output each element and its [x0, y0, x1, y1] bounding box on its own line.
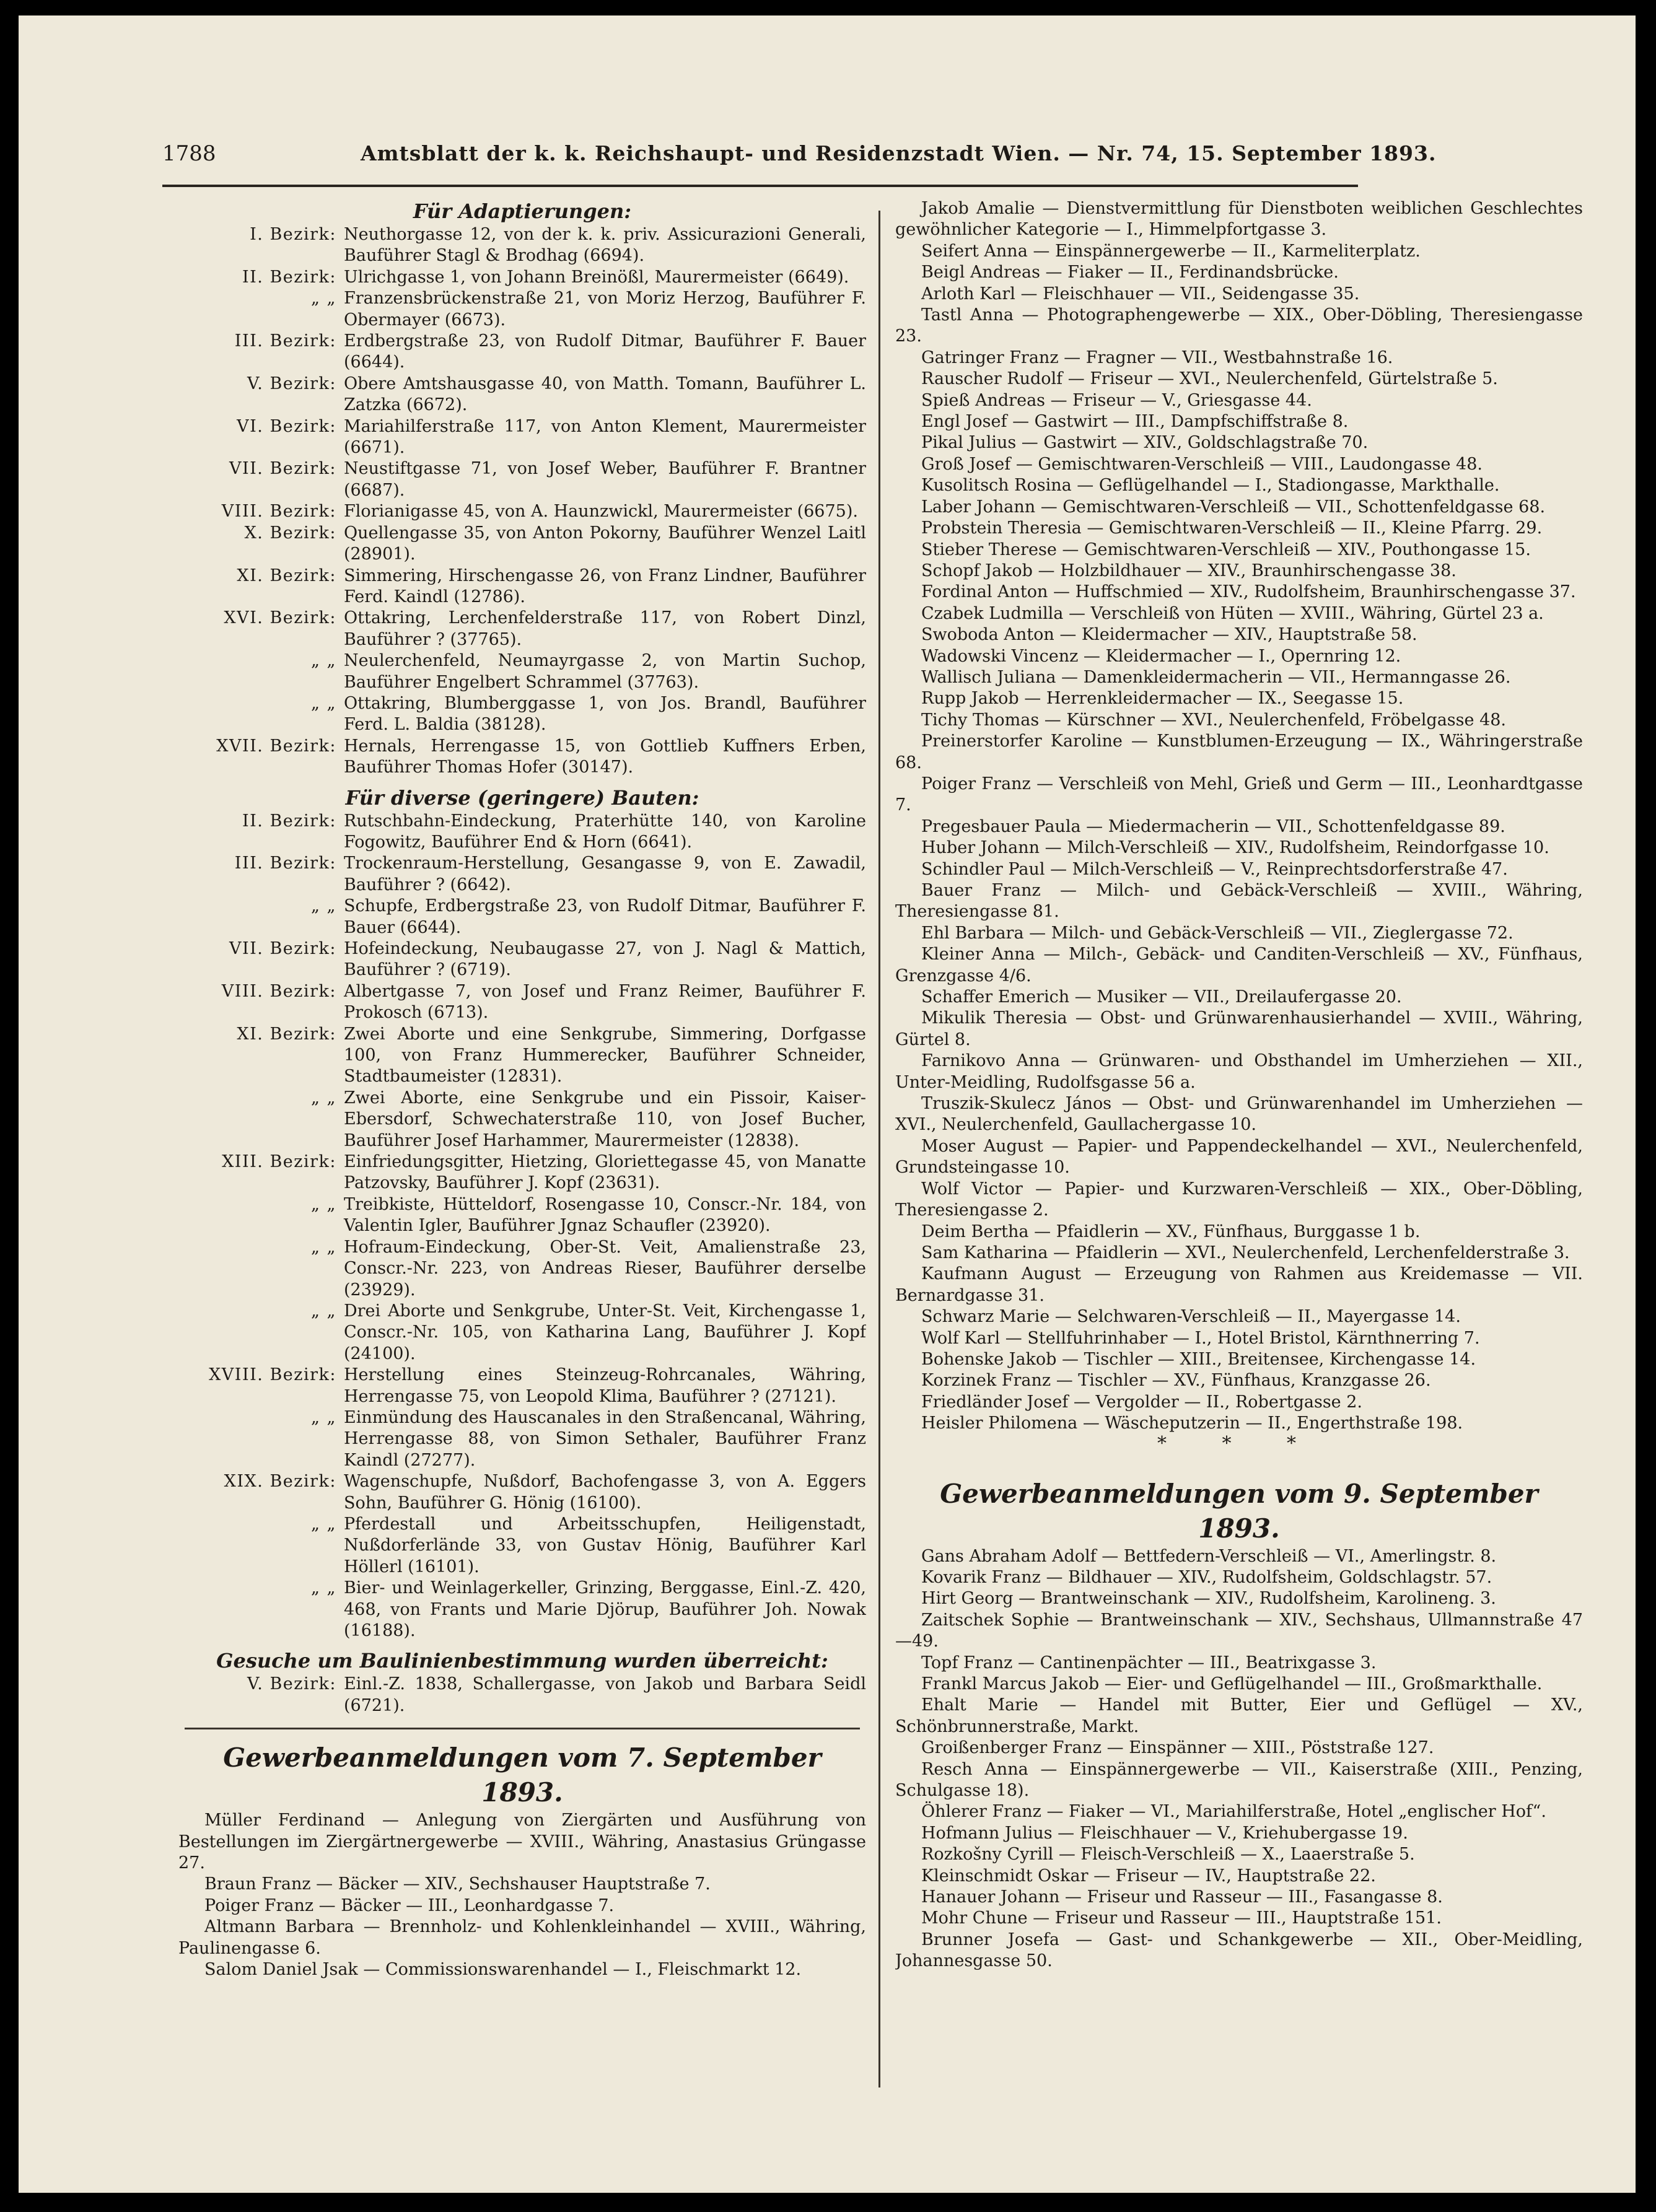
- bezirk-text: Einmündung des Hauscanales in den Straßencanal, Währing, Herrengasse 88, von Simon Sethaler, Bauführer Franz Kaindl (27277).: [344, 1407, 866, 1470]
- gewerbe-entry: Bauer Franz — Milch- und Gebäck-Verschleiß — XVIII., Währing, Theresiengasse 81.: [895, 881, 1583, 922]
- bezirk-text: Ottakring, Blumberggasse 1, von Jos. Brandl, Bauführer Ferd. L. Baldia (38128).: [344, 693, 866, 735]
- bezirk-text: Quellengasse 35, von Anton Pokorny, Bauführer Wenzel Laitl (28901).: [344, 523, 866, 564]
- bezirk-text: Florianigasse 45, von A. Haunzwickl, Maurermeister (6675).: [344, 502, 858, 522]
- bezirk-entry: [178, 523, 866, 566]
- gewerbe-entry: Kusolitsch Rosina — Geflügelhandel — I., Stadiongasse, Markthalle.: [921, 476, 1500, 496]
- masthead-title: Amtsblatt der k. k. Reichshaupt- und Residenzstadt Wien. — Nr. 74, 15. September 1893.: [361, 141, 1437, 165]
- bezirk-label: X. Bezirk:: [244, 523, 336, 543]
- section-asterisks: * * *: [1157, 1432, 1321, 1454]
- gewerbe-entry: Truszik-Skulecz János — Obst- und Grünwarenhandel im Umherziehen — XVI., Neulerchenfeld, Gaullachergasse 10.: [895, 1094, 1583, 1135]
- bezirk-text: Hofraum-Eindeckung, Ober-St. Veit, Amalienstraße 23, Conscr.-Nr. 223, von Andreas Rieser, Bauführer derselbe (23929).: [344, 1237, 866, 1300]
- gewerbe-entry: Korzinek Franz — Tischler — XV., Fünfhaus, Kranzgasse 26.: [921, 1371, 1431, 1391]
- bezirk-text: Ottakring, Lerchenfelderstraße 117, von Robert Dinzl, Bauführer ? (37765).: [344, 608, 866, 649]
- bezirk-text: Hernals, Herrengasse 15, von Gottlieb Kuffners Erben, Bauführer Thomas Hofer (30147).: [344, 736, 866, 777]
- bezirk-entry: [178, 566, 866, 608]
- bezirk-text: Treibkiste, Hütteldorf, Rosengasse 10, Conscr.-Nr. 184, von Valentin Igler, Bauführer Jgnaz Schaufler (23920).: [344, 1194, 866, 1236]
- gewerbe-entry: Salom Daniel Jsak — Commissionswarenhandel — I., Fleischmarkt 12.: [204, 1960, 802, 1980]
- bezirk-label: VII. Bezirk:: [229, 459, 336, 479]
- bezirk-label: „ „: [310, 1514, 336, 1534]
- bezirk-text: Einfriedungsgitter, Hietzing, Gloriettegasse 45, von Manatte Patzovsky, Bauführer J. Kopf (23631).: [344, 1152, 866, 1193]
- bezirk-text: Obere Amtshausgasse 40, von Matth. Tomann, Bauführer L. Zatzka (6672).: [344, 374, 866, 415]
- bezirk-label: V. Bezirk:: [247, 1674, 336, 1694]
- gewerbe-9-list: [895, 1546, 1583, 1972]
- gewerbe-entry: Gans Abraham Adolf — Bettfedern-Verschleiß — VI., Amerlingstr. 8.: [921, 1546, 1497, 1566]
- bezirk-label: „ „: [310, 651, 336, 671]
- diverse-bauten-list: [178, 811, 866, 1642]
- bezirk-entry: [178, 650, 866, 693]
- bezirk-label: „ „: [310, 1088, 336, 1108]
- bezirk-entry: [178, 458, 866, 501]
- gewerbe-entry: Huber Johann — Milch-Verschleiß — XIV., Rudolfsheim, Reindorfgasse 10.: [921, 838, 1549, 858]
- left-column: [178, 198, 866, 2087]
- gewerbe-entry: Groß Josef — Gemischtwaren-Verschleiß — VIII., Laudongasse 48.: [921, 454, 1483, 474]
- bezirk-text: Schupfe, Erdbergstraße 23, von Rudolf Ditmar, Bauführer F. Bauer (6644).: [344, 896, 866, 937]
- diverse-bauten-heading: Für diverse (geringere) Bauten:: [345, 785, 699, 810]
- gewerbe-entry: Deim Bertha — Pfaidlerin — XV., Fünfhaus, Burggasse 1 b.: [921, 1222, 1421, 1241]
- gewerbe-entry: Mikulik Theresia — Obst- und Grünwarenhausierhandel — XVIII., Währing, Gürtel 8.: [895, 1008, 1583, 1049]
- gewerbe-entry: Kovarik Franz — Bildhauer — XIV., Rudolfsheim, Goldschlagstr. 57.: [921, 1567, 1492, 1587]
- bezirk-label: VIII. Bezirk:: [221, 981, 336, 1001]
- bezirk-label: II. Bezirk:: [242, 811, 336, 831]
- bezirk-label: XIX. Bezirk:: [224, 1472, 336, 1492]
- gewerbe-entry: Resch Anna — Einspännergewerbe — VII., Kaiserstraße (XIII., Penzing, Schulgasse 18).: [895, 1759, 1583, 1801]
- gewerbe-entry: Swoboda Anton — Kleidermacher — XIV., Hauptstraße 58.: [921, 625, 1417, 645]
- bezirk-label: III. Bezirk:: [234, 854, 336, 873]
- gewerbe-entry: Altmann Barbara — Brennholz- und Kohlenkleinhandel — XVIII., Währing, Paulinengasse 6.: [178, 1917, 866, 1958]
- bezirk-label: „ „: [310, 1578, 336, 1598]
- bezirk-entry: [178, 896, 866, 938]
- gewerbe-entry: Topf Franz — Cantinenpächter — III., Beatrixgasse 3.: [921, 1653, 1377, 1672]
- bezirk-label: „ „: [310, 1301, 336, 1321]
- bezirk-entry: [178, 1365, 866, 1407]
- gewerbe-entry: Rupp Jakob — Herrenkleidermacher — IX., Seegasse 15.: [921, 689, 1404, 709]
- bezirk-text: Pferdestall und Arbeitsschupfen, Heiligenstadt, Nußdorferlände 33, von Gustav Hönig, Bauführer Karl Höllerl (16101).: [344, 1514, 866, 1576]
- gewerbe-entry: Probstein Theresia — Gemischtwaren-Verschleiß — II., Kleine Pfarrg. 29.: [921, 518, 1543, 538]
- gewerbe-entry: Mohr Chune — Friseur und Rasseur — III., Hauptstraße 151.: [921, 1908, 1442, 1928]
- gewerbe-entry: Schopf Jakob — Holzbildhauer — XIV., Braunhirschengasse 38.: [921, 561, 1457, 580]
- gewerbe-entry: Tichy Thomas — Kürschner — XVI., Neulerchenfeld, Fröbelgasse 48.: [921, 710, 1507, 730]
- gewerbe-entry: Stieber Therese — Gemischtwaren-Verschleiß — XIV., Pouthongasse 15.: [921, 540, 1531, 559]
- adaptierungen-list: [178, 224, 866, 779]
- bezirk-entry: [178, 938, 866, 981]
- bezirk-label: II. Bezirk:: [242, 267, 336, 287]
- right-column: [895, 198, 1583, 2087]
- bezirk-entry: [178, 853, 866, 896]
- bezirk-entry: [178, 1152, 866, 1194]
- bezirk-label: XI. Bezirk:: [237, 1024, 336, 1044]
- page-number: 1788: [162, 141, 216, 166]
- bezirk-entry: [178, 224, 866, 267]
- gewerbe-entry: Preinerstorfer Karoline — Kunstblumen-Erzeugung — IX., Währingerstraße 68.: [895, 732, 1583, 772]
- bezirk-label: XI. Bezirk:: [237, 566, 336, 585]
- gewerbe-entry: Tastl Anna — Photographengewerbe — XIX., Ober-Döbling, Theresiengasse 23.: [895, 305, 1583, 346]
- bezirk-entry: [178, 1674, 866, 1716]
- page-header: [138, 138, 1437, 181]
- baulinien-heading: Gesuche um Baulinienbestimmung wurden überreicht:: [216, 1649, 828, 1673]
- bezirk-entry: [178, 1407, 866, 1471]
- gewerbe-7-list: [178, 1810, 866, 1980]
- bezirk-label: III. Bezirk:: [234, 331, 336, 351]
- adaptierungen-heading: Für Adaptierungen:: [413, 199, 632, 223]
- gewerbe-entry: Wolf Victor — Papier- und Kurzwaren-Verschleiß — XIX., Ober-Döbling, Theresiengasse 2.: [895, 1179, 1583, 1220]
- bezirk-entry: [178, 1578, 866, 1642]
- bezirk-label: „ „: [310, 693, 336, 713]
- bezirk-text: Rutschbahn-Eindeckung, Praterhütte 140, von Karoline Fogowitz, Bauführer End & Horn (6641).: [344, 811, 866, 852]
- gewerbe-7-heading: Gewerbeanmeldungen vom 7. September 1893.: [223, 1742, 821, 1808]
- gewerbe-entry: Wadowski Vincenz — Kleidermacher — I., Opernring 12.: [921, 646, 1401, 666]
- gewerbe-entry: Wallisch Juliana — Damenkleidermacherin — VII., Hermanngasse 26.: [921, 667, 1511, 687]
- section-rule: [185, 1728, 860, 1729]
- bezirk-entry: [178, 267, 866, 288]
- gewerbe-entry: Kleinschmidt Oskar — Friseur — IV., Hauptstraße 22.: [921, 1866, 1376, 1886]
- gewerbe-entry: Hanauer Johann — Friseur und Rasseur — III., Fasangasse 8.: [921, 1887, 1443, 1907]
- gewerbe-entry: Schaffer Emerich — Musiker — VII., Dreilaufergasse 20.: [921, 987, 1402, 1007]
- gewerbe-entry: Rauscher Rudolf — Friseur — XVI., Neulerchenfeld, Gürtelstraße 5.: [921, 369, 1498, 389]
- gewerbe-entry: Seifert Anna — Einspännergewerbe — II., Karmeliterplatz.: [921, 241, 1421, 261]
- bezirk-label: XVI. Bezirk:: [224, 608, 336, 628]
- gewerbe-7-continued-list: [895, 198, 1583, 1435]
- bezirk-label: XVII. Bezirk:: [216, 736, 336, 756]
- bezirk-entry: [178, 608, 866, 650]
- bezirk-label: I. Bezirk:: [250, 225, 336, 244]
- column-divider: [878, 211, 880, 2087]
- bezirk-entry: [178, 693, 866, 736]
- bezirk-entry: [178, 1237, 866, 1301]
- gewerbe-entry: Spieß Andreas — Friseur — V., Griesgasse 44.: [921, 390, 1312, 410]
- bezirk-label: VIII. Bezirk:: [221, 502, 336, 522]
- gewerbe-entry: Hirt Georg — Brantweinschank — XIV., Rudolfsheim, Karolineng. 3.: [921, 1589, 1496, 1609]
- gewerbe-entry: Ehl Barbara — Milch- und Gebäck-Verschleiß — VII., Zieglergasse 72.: [921, 923, 1514, 943]
- gewerbe-entry: Zaitschek Sophie — Brantweinschank — XIV., Sechshaus, Ullmannstraße 47—49.: [895, 1610, 1583, 1651]
- gewerbe-entry: Sam Katharina — Pfaidlerin — XVI., Neulerchenfeld, Lerchenfelderstraße 3.: [921, 1243, 1570, 1262]
- bezirk-entry: [178, 1024, 866, 1088]
- bezirk-entry: [178, 331, 866, 374]
- bezirk-entry: [178, 374, 866, 416]
- gewerbe-entry: Schwarz Marie — Selchwaren-Verschleiß — II., Mayergasse 14.: [921, 1307, 1461, 1327]
- gewerbe-entry: Frankl Marcus Jakob — Eier- und Geflügelhandel — III., Großmarkthalle.: [921, 1674, 1543, 1694]
- bezirk-label: „ „: [310, 289, 336, 308]
- bezirk-label: „ „: [310, 1407, 336, 1427]
- gewerbe-entry: Kleiner Anna — Milch-, Gebäck- und Canditen-Verschleiß — XV., Fünfhaus, Grenzgasse 4/6.: [895, 945, 1583, 986]
- gewerbe-entry: Bohenske Jakob — Tischler — XIII., Breitensee, Kirchengasse 14.: [921, 1349, 1476, 1369]
- gewerbe-entry: Poiger Franz — Verschleiß von Mehl, Grieß und Germ — III., Leonhardtgasse 7.: [895, 774, 1583, 815]
- bezirk-entry: [178, 1088, 866, 1152]
- gewerbe-entry: Poiger Franz — Bäcker — III., Leonhardgasse 7.: [204, 1895, 615, 1915]
- gewerbe-entry: Öhlerer Franz — Fiaker — VI., Mariahilferstraße, Hotel „englischer Hof“.: [921, 1802, 1546, 1822]
- gewerbe-entry: Gatringer Franz — Fragner — VII., Westbahnstraße 16.: [921, 348, 1393, 367]
- bezirk-label: VII. Bezirk:: [229, 939, 336, 958]
- bezirk-label: VI. Bezirk:: [237, 416, 336, 436]
- gewerbe-entry: Engl Josef — Gastwirt — III., Dampfschiffstraße 8.: [921, 412, 1349, 432]
- bezirk-text: Albertgasse 7, von Josef und Franz Reimer, Bauführer F. Prokosch (6713).: [344, 981, 866, 1023]
- bezirk-entry: [178, 288, 866, 331]
- bezirk-text: Hofeindeckung, Neubaugasse 27, von J. Nagl & Mattich, Bauführer ? (6719).: [344, 939, 866, 980]
- bezirk-text: Bier- und Weinlagerkeller, Grinzing, Berggasse, Einl.-Z. 420, 468, von Frants und Marie Djörup, Bauführer Joh. Nowak (16188).: [344, 1578, 866, 1640]
- gewerbe-entry: Jakob Amalie — Dienstvermittlung für Dienstboten weiblichen Geschlechtes gewöhnlicher Kategorie — I., Himmelpfortgasse 3.: [895, 199, 1583, 240]
- bezirk-entry: [178, 416, 866, 459]
- bezirk-label: XVIII. Bezirk:: [209, 1365, 336, 1385]
- bezirk-text: Zwei Aborte und eine Senkgrube, Simmering, Dorfgasse 100, von Franz Hummerecker, Bauführer Schneider, Stadtbaumeister (12831).: [344, 1024, 866, 1086]
- bezirk-entry: [178, 981, 866, 1024]
- gewerbe-entry: Arloth Karl — Fleischhauer — VII., Seidengasse 35.: [921, 284, 1360, 304]
- gewerbe-entry: Schindler Paul — Milch-Verschleiß — V., Reinprechtsdorferstraße 47.: [921, 859, 1508, 879]
- gewerbe-entry: Kaufmann August — Erzeugung von Rahmen aus Kreidemasse — VII. Bernardgasse 31.: [895, 1264, 1583, 1305]
- bezirk-label: „ „: [310, 1237, 336, 1257]
- bezirk-label: V. Bezirk:: [247, 374, 336, 393]
- bezirk-entry: [178, 501, 866, 522]
- gewerbe-entry: Ehalt Marie — Handel mit Butter, Eier und Geflügel — XV., Schönbrunnerstraße, Markt.: [895, 1695, 1583, 1736]
- bezirk-text: Franzensbrückenstraße 21, von Moriz Herzog, Bauführer F. Obermayer (6673).: [344, 289, 866, 330]
- bezirk-text: Neulerchenfeld, Neumayrgasse 2, von Martin Suchop, Bauführer Engelbert Schrammel (37763).: [344, 651, 866, 692]
- gewerbe-entry: Laber Johann — Gemischtwaren-Verschleiß — VII., Schottenfeldgasse 68.: [921, 497, 1546, 517]
- bezirk-text: Neustiftgasse 71, von Josef Weber, Bauführer F. Brantner (6687).: [344, 459, 866, 500]
- bezirk-label: XIII. Bezirk:: [222, 1152, 336, 1172]
- bezirk-text: Erdbergstraße 23, von Rudolf Ditmar, Bauführer F. Bauer (6644).: [344, 331, 866, 372]
- bezirk-text: Neuthorgasse 12, von der k. k. priv. Assicurazioni Generali, Bauführer Stagl & Brodhag (6694).: [344, 225, 866, 266]
- gewerbe-entry: Friedländer Josef — Vergolder — II., Robertgasse 2.: [921, 1392, 1362, 1412]
- bezirk-text: Wagenschupfe, Nußdorf, Bachofengasse 3, von A. Eggers Sohn, Bauführer G. Hönig (16100).: [344, 1472, 866, 1513]
- gewerbe-entry: Fordinal Anton — Huffschmied — XIV., Rudolfsheim, Braunhirschengasse 37.: [921, 582, 1576, 602]
- gewerbe-entry: Müller Ferdinand — Anlegung von Ziergärten und Ausführung von Bestellungen im Ziergärtnergewerbe — XVIII., Währing, Anastasius Grüngasse 27.: [178, 1811, 866, 1873]
- gewerbe-entry: Hofmann Julius — Fleischhauer — V., Kriehubergasse 19.: [921, 1823, 1408, 1843]
- header-rule: [162, 185, 1358, 187]
- bezirk-text: Trockenraum-Herstellung, Gesangasse 9, von E. Zawadil, Bauführer ? (6642).: [344, 854, 866, 894]
- gewerbe-entry: Czabek Ludmilla — Verschleiß von Hüten — XVIII., Währing, Gürtel 23 a.: [921, 603, 1544, 623]
- bezirk-entry: [178, 736, 866, 779]
- bezirk-text: Ulrichgasse 1, von Johann Breinößl, Maurermeister (6649).: [344, 267, 849, 287]
- gewerbe-entry: Braun Franz — Bäcker — XIV., Sechshauser Hauptstraße 7.: [204, 1874, 711, 1894]
- bezirk-entry: [178, 1301, 866, 1365]
- gewerbe-entry: Brunner Josefa — Gast- und Schankgewerbe — XII., Ober-Meidling, Johannesgasse 50.: [895, 1930, 1583, 1971]
- bezirk-text: Zwei Aborte, eine Senkgrube und ein Pissoir, Kaiser-Ebersdorf, Schwechaterstraße 110, von Josef Bucher, Bauführer Josef Harhammer, Maurermeister (12838).: [344, 1088, 866, 1150]
- bezirk-text: Mariahilferstraße 117, von Anton Klement, Maurermeister (6671).: [344, 416, 866, 458]
- gewerbe-entry: Rozkošny Cyrill — Fleisch-Verschleiß — X., Laaerstraße 5.: [921, 1845, 1415, 1864]
- baulinien-list: [178, 1674, 866, 1716]
- bezirk-label: „ „: [310, 1194, 336, 1214]
- gewerbe-entry: Pikal Julius — Gastwirt — XIV., Goldschlagstraße 70.: [921, 433, 1369, 453]
- bezirk-entry: [178, 811, 866, 854]
- gewerbe-entry: Heisler Philomena — Wäscheputzerin — II., Engerthstraße 198.: [921, 1414, 1463, 1433]
- gewerbe-entry: Groißenberger Franz — Einspänner — XIII., Pöststraße 127.: [921, 1738, 1434, 1758]
- gewerbe-entry: Beigl Andreas — Fiaker — II., Ferdinandsbrücke.: [921, 263, 1339, 282]
- bezirk-text: Herstellung eines Steinzeug-Rohrcanales, Währing, Herrengasse 75, von Leopold Klima, Bauführer ? (27121).: [344, 1365, 866, 1406]
- bezirk-entry: [178, 1514, 866, 1578]
- gewerbe-entry: Pregesbauer Paula — Miedermacherin — VII., Schottenfeldgasse 89.: [921, 816, 1505, 836]
- gewerbe-entry: Moser August — Papier- und Pappendeckelhandel — XVI., Neulerchenfeld, Grundsteingasse 10.: [895, 1136, 1583, 1178]
- bezirk-text: Drei Aborte und Senkgrube, Unter-St. Veit, Kirchengasse 1, Conscr.-Nr. 105, von Katharina Lang, Bauführer J. Kopf (24100).: [344, 1301, 866, 1363]
- gewerbe-entry: Wolf Karl — Stellfuhrinhaber — I., Hotel Bristol, Kärnthnerring 7.: [921, 1328, 1480, 1348]
- bezirk-text: Simmering, Hirschengasse 26, von Franz Lindner, Bauführer Ferd. Kaindl (12786).: [344, 566, 866, 606]
- bezirk-entry: [178, 1194, 866, 1237]
- gewerbe-entry: Farnikovo Anna — Grünwaren- und Obsthandel im Umherziehen — XII., Unter-Meidling, Rudolfsgasse 56 a.: [895, 1051, 1583, 1092]
- gewerbe-9-heading: Gewerbeanmeldungen vom 9. September 1893.: [940, 1478, 1538, 1544]
- bezirk-text: Einl.-Z. 1838, Schallergasse, von Jakob und Barbara Seidl (6721).: [344, 1674, 866, 1715]
- bezirk-entry: [178, 1471, 866, 1514]
- bezirk-label: „ „: [310, 896, 336, 916]
